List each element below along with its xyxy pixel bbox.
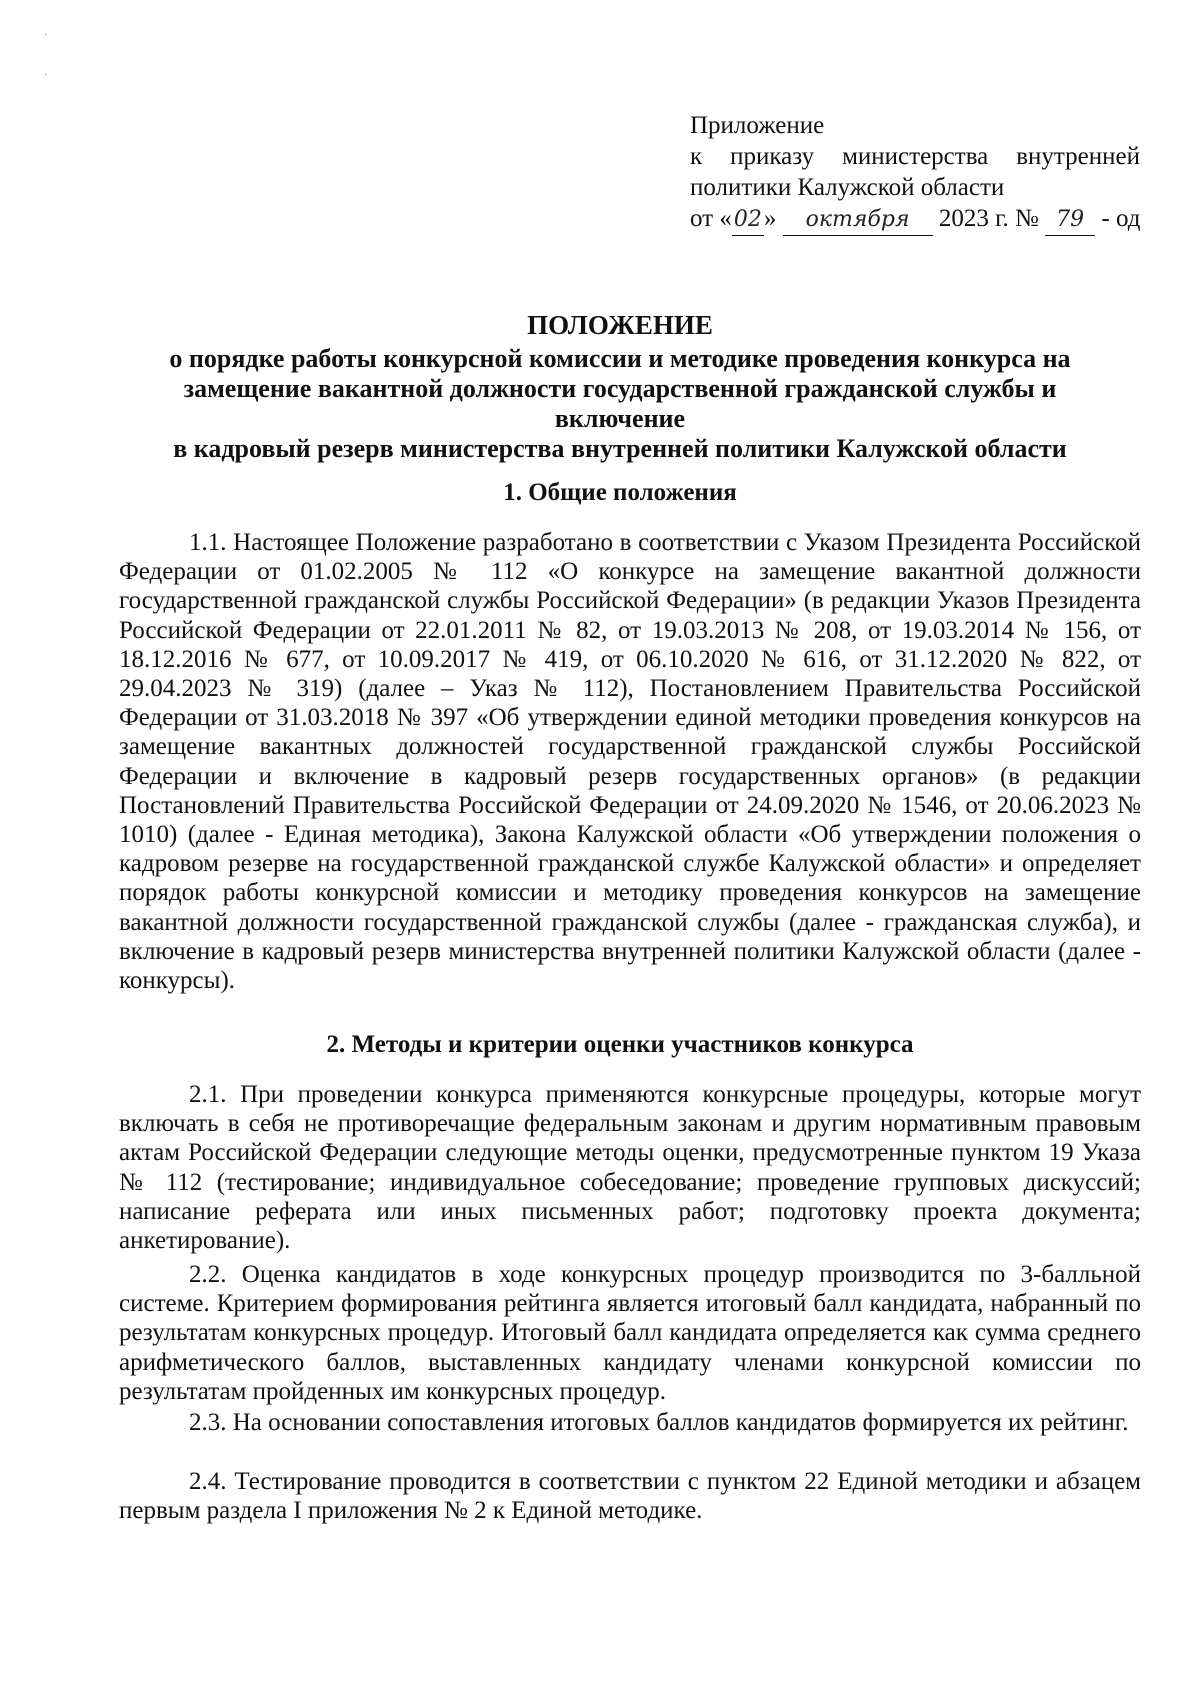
paragraph-1-1: 1.1. Настоящее Положение разработано в соответствии с Указом Президента Российской Федерации от 01.02.2005 № 112 «О конкурсе на замещение вакантной должности государственной гражданской службы Российской Федерации» (в редакции Указов Президента Российской Федерации от 22.01.2011 № 82, от 19.03.2013 № 208, от 19.03.2014 № 156, от 18.12.2016 № 677, от 10.09.2017 № 419, от 06.10.2020 № 616, от 31.12.2020 № 822, от 29.04.2023 № 319) (далее – Указ № 112), Постановлением Правительства Российской Федерации от 31.03.2018 № 397 «Об утверждении единой методики проведения конкурсов на замещение вакантных должностей государственной гражданской службы Российской Федерации и включение в кадровый резерв государственных органов» (в редакции Постановлений Правительства Российской Федерации от 24.09.2020 № 1546, от 20.06.2023 № 1010) (далее - Единая методика), Закона Калужской области «Об утверждении положения о кадровом резерве на государственной гражданской службе Калужской области» и определяет порядок работы конкурсной комиссии и методику проведения конкурсов на замещение вакантной должности государственной гражданской службы (далее - гражданская служба), и включение в кадровый резерв министерства внутренней политики Калужской области (далее - конкурсы). [119, 529, 1141, 995]
paragraph-2-1: 2.1. При проведении конкурса применяются конкурсные процедуры, которые могут включать в себя не противоречащие федеральным законам и другим нормативным правовым актам Российской Федерации следующие методы оценки, предусмотренные пунктом 19 Указа № 112 (тестирование; индивидуальное собеседование; проведение групповых дискуссий; написание реферата или иных письменных работ; подготовку проекта документа; анкетирование). [119, 1081, 1141, 1255]
title-line: замещение вакантной должности государственной гражданской службы и включение [183, 374, 1057, 433]
order-suffix: - од [1101, 205, 1141, 232]
order-number-handwritten: 79 [1045, 204, 1095, 236]
appendix-date-line [690, 203, 1140, 236]
section-heading-2: 2. Методы и критерии оценки участников конкурса [326, 1031, 914, 1058]
date-day-handwritten: 02 [732, 204, 764, 236]
appendix-header [690, 110, 1140, 236]
title-main: ПОЛОЖЕНИЕ [527, 310, 713, 340]
scan-speck: · [44, 70, 48, 81]
date-prefix: от « [690, 205, 732, 232]
paragraph-2-3: 2.3. На основании сопоставления итоговых баллов кандидатов формируется их рейтинг. [189, 1409, 1129, 1436]
paragraph-2-2: 2.2. Оценка кандидатов в ходе конкурсных процедур производится по 3-балльной системе. Критерием формирования рейтинга является итоговый балл кандидата, набранный по результатам конкурсных процедур. Итоговый балл кандидата определяется как сумма среднего арифметического баллов, выставленных кандидату членами конкурсной комиссии по результатам пройденных им конкурсных процедур. [119, 1261, 1141, 1405]
appendix-order-line: к приказу министерства внутренней [690, 143, 1140, 170]
scan-speck: · [44, 30, 48, 41]
title-line: о порядке работы конкурсной комиссии и методике проведения конкурса на [169, 344, 1071, 373]
date-year: 2023 г. № [938, 205, 1039, 232]
paragraph-2-4: 2.4. Тестирование проводится в соответствии с пунктом 22 Единой методики и абзацем первым раздела I приложения № 2 к Единой методике. [119, 1468, 1141, 1525]
date-mid: » [763, 205, 777, 232]
title-line: в кадровый резерв министерства внутренней политики Калужской области [173, 434, 1067, 463]
document-title [120, 310, 1120, 464]
appendix-label: Приложение [690, 112, 825, 139]
section-heading-1: 1. Общие положения [503, 479, 737, 506]
appendix-ministry-line: политики Калужской области [690, 174, 1005, 201]
date-month-handwritten: октября [783, 204, 933, 236]
